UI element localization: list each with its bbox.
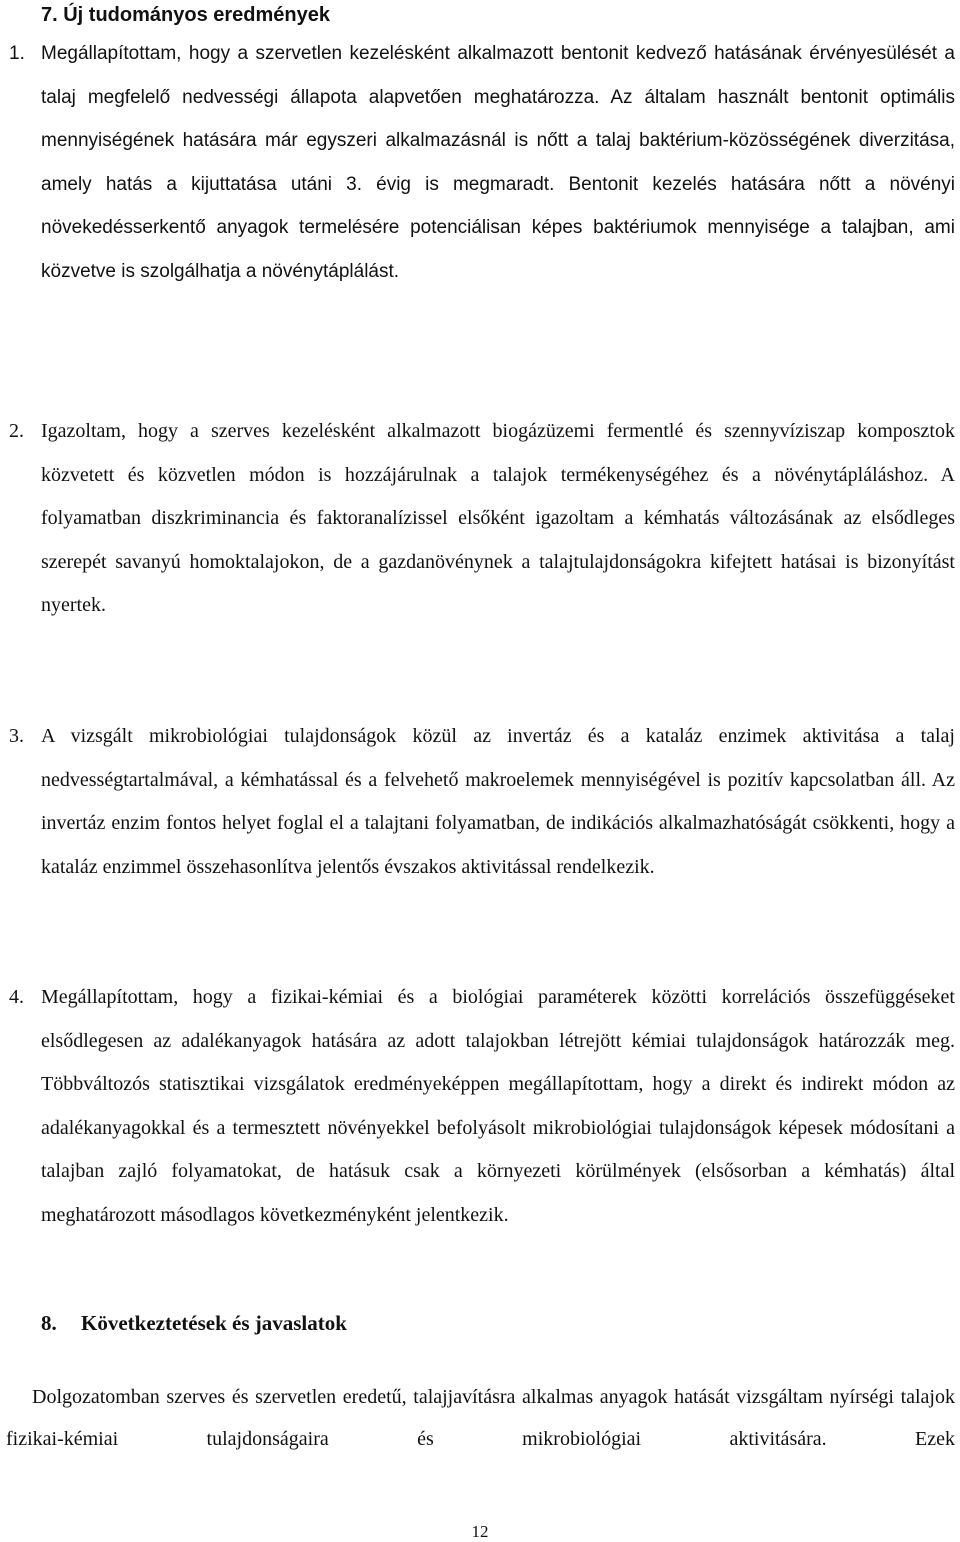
finding-item-1 bbox=[9, 32, 955, 293]
page-number: 12 bbox=[471, 1522, 489, 1541]
finding-item-3 bbox=[9, 715, 955, 889]
section-heading-results: 7. Új tudományos eredmények bbox=[41, 4, 330, 26]
finding-item-2 bbox=[9, 410, 955, 628]
section-number: 8. bbox=[41, 1311, 57, 1335]
finding-number: 3. bbox=[9, 725, 24, 747]
finding-item-4 bbox=[9, 976, 955, 1237]
finding-text: A vizsgált mikrobiológiai tulajdonságok közül az invertáz és a kataláz enzimek aktivitása a talaj nedvességtartalmával, a kémhatással és a felvehető makroelemek mennyiségével is pozitív kapcsolatban áll. Az invertáz enzim fontos helyet foglal el a talajtani folyamatban, de indikációs alkalmazhatóságát csökkenti, hogy a kataláz enzimmel összehasonlítva jelentős évszakos aktivitással rendelkezik. bbox=[41, 725, 955, 878]
finding-text: Megállapítottam, hogy a szervetlen kezelésként alkalmazott bentonit kedvező hatásának érvényesülését a talaj megfelelő nedvességi állapota alapvetően meghatározza. Az általam használt bentonit optimális mennyiségének hatására már egyszeri alkalmazásnál is nőtt a talaj baktérium-közösségének diverzitása, amely hatás a kijuttatása utáni 3. évig is megmaradt. Bentonit kezelés hatására nőtt a növényi növekedésserkentő anyagok termelésére potenciálisan képes baktériumok mennyisége a talajban, ami közvetve is szolgálhatja a növénytáplálást. bbox=[41, 43, 955, 282]
finding-text: Igazoltam, hogy a szerves kezelésként alkalmazott biogázüzemi fermentlé és szennyvíziszap komposztok közvetett és közvetlen módon is hozzájárulnak a talajok termékenységéhez és a növénytápláláshoz. A folyamatban diszkriminancia és faktoranalízissel elsőként igazoltam a kémhatás változásának az elsődleges szerepét savanyú homoktalajokon, de a gazdanövénynek a talajtulajdonságokra kifejtett hatásai is bizonyítást nyertek. bbox=[41, 420, 955, 616]
finding-number: 4. bbox=[9, 986, 24, 1008]
finding-number: 2. bbox=[9, 420, 24, 442]
finding-number: 1. bbox=[9, 43, 25, 64]
conclusions-paragraph: Dolgozatomban szerves és szervetlen eredetű, talajjavításra alkalmas anyagok hatását vizsgáltam nyírségi talajok fizikai-kémiai tulajdonságaira és mikrobiológiai aktivitására. Ezek bbox=[6, 1386, 955, 1450]
section-heading-conclusions bbox=[41, 1310, 347, 1336]
section-title: Következtetések és javaslatok bbox=[81, 1311, 347, 1335]
finding-text: Megállapítottam, hogy a fizikai-kémiai és a biológiai paraméterek közötti korrelációs összefüggéseket elsődlegesen az adalékanyagok hatására az adott talajokban létrejött kémiai tulajdonságok határozzák meg. Többváltozós statisztikai vizsgálatok eredményeképpen megállapítottam, hogy a direkt és indirekt módon az adalékanyagokkal és a termesztett növényekkel befolyásolt mikrobiológiai tulajdonságok képesek módosítani a talajban zajló folyamatokat, de hatásuk csak a környezeti körülmények (elsősorban a kémhatás) által meghatározott másodlagos következményként jelentkezik. bbox=[41, 986, 955, 1226]
